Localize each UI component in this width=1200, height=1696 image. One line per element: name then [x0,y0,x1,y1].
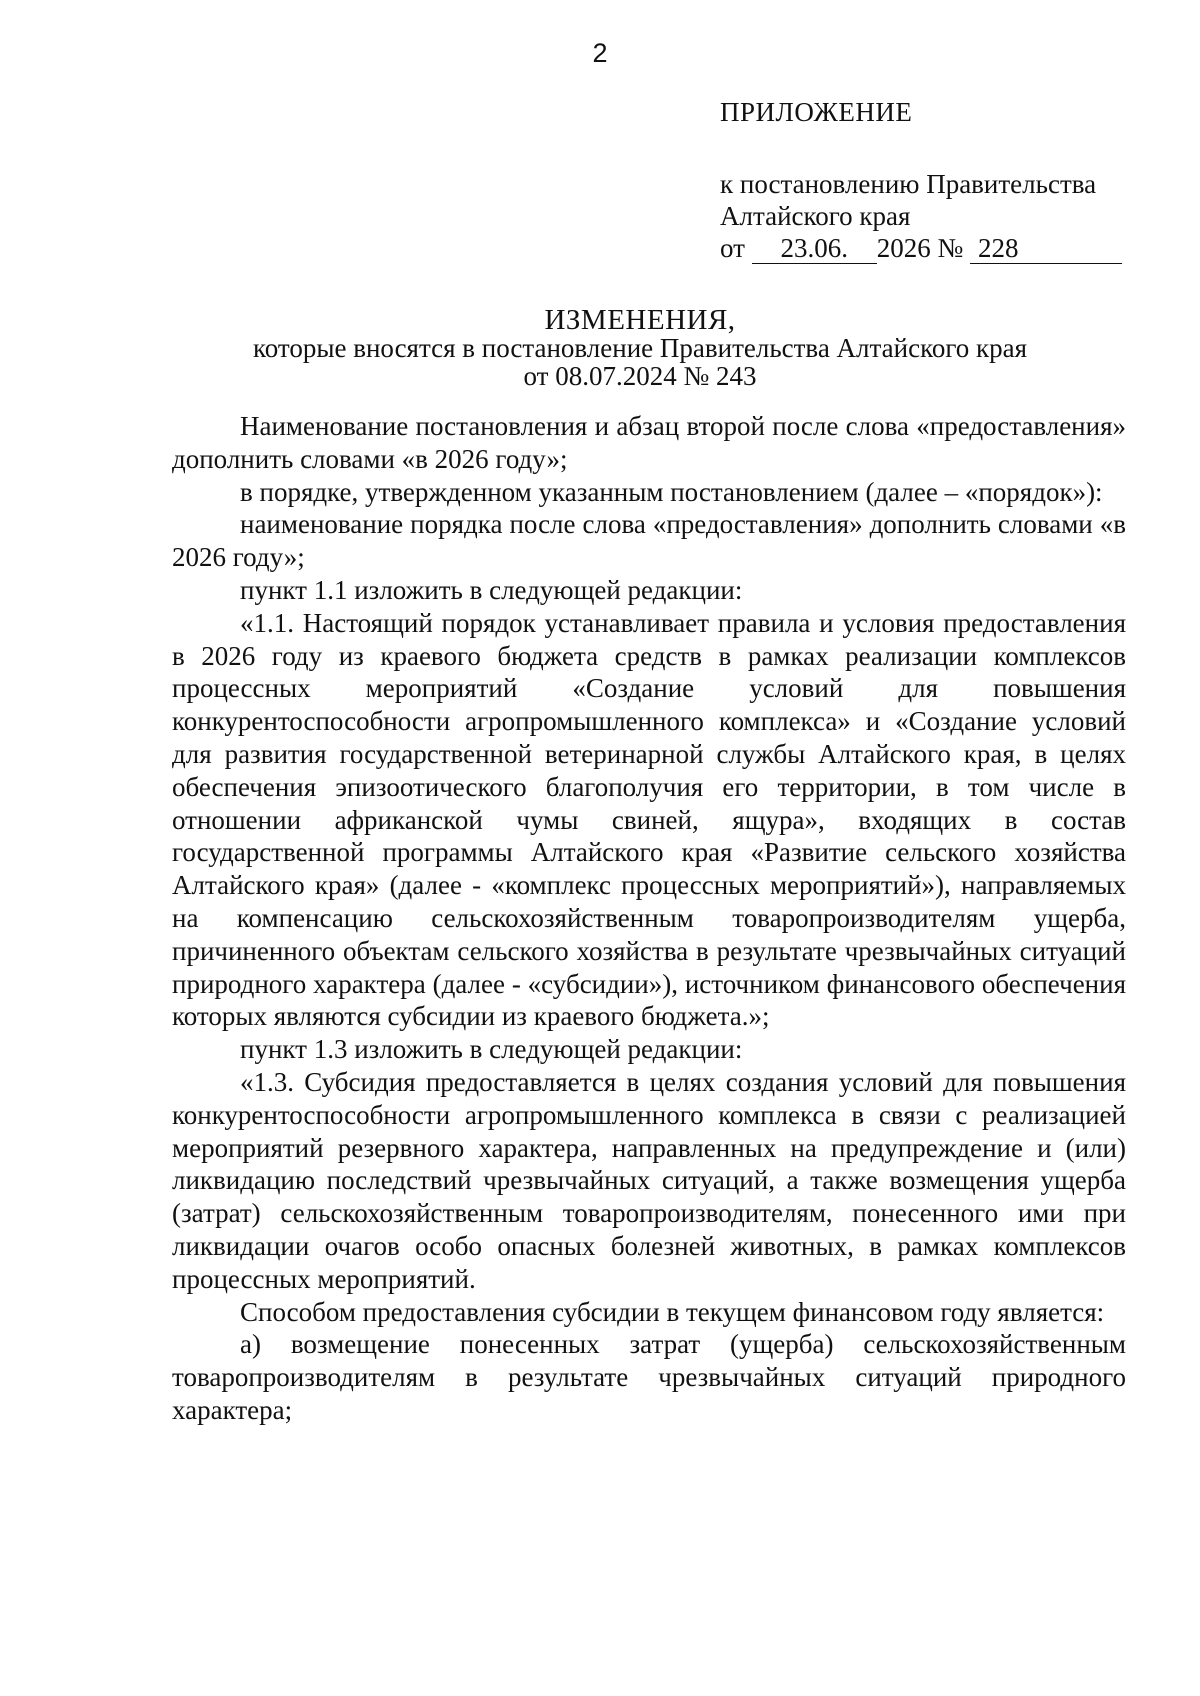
paragraph: Наименование постановления и абзац второй после слова «предоставления» дополнить словами «в 2026 году»; [172,411,1126,474]
number-sign: № [937,233,964,263]
document-body [172,410,1126,1427]
paragraph: Способом предоставления субсидии в текущем финансовом году является: [240,1296,1105,1327]
resolution-number: 228 [970,233,1122,264]
paragraph: пункт 1.1 изложить в следующей редакции: [240,574,743,605]
paragraph: «1.1. Настоящий порядок устанавливает правила и условия предоставления в 2026 году из краевого бюджета средств в рамках реализации комплексов процессных мероприятий «Создание условий для повышения конкурентоспособности агропромышленного комплекса» и «Создание условий для развития государственной ветеринарной службы Алтайского края, в целях обеспечения эпизоотического благополучия его территории, в том числе в отношении африканской чумы свиней, ящура», входящих в состав государственной программы Алтайского края «Развитие сельского хозяйства Алтайского края» (далее - «комплекс процессных мероприятий»), направляемых на компенсацию сельскохозяйственным товаропроизводителям ущерба, причиненного объектам сельского хозяйства в результате чрезвычайных ситуаций природного характера (далее - «субсидии»), источником финансового обеспечения которых являются субсидии из краевого бюджета.»; [172,607,1126,1032]
page-number: 2 [592,38,608,68]
document-reference: от 08.07.2024 № 243 [523,361,757,391]
attachment-date-line [720,232,1140,264]
attachment-line-2: Алтайского края [720,201,911,231]
resolution-year: 2026 [876,233,931,263]
attachment-heading: ПРИЛОЖЕНИЕ [720,97,913,127]
document-title-block [160,306,1120,390]
document-title: ИЗМЕНЕНИЯ, [544,304,736,336]
paragraph: «1.3. Субсидия предоставляется в целях создания условий для повышения конкурентоспособности агропромышленного комплекса в связи с реализацией мероприятий резервного характера, направленных на предупреждение и (или) ликвидацию последствий чрезвычайных ситуаций, а также возмещения ущерба (затрат) сельскохозяйственным товаропроизводителям, понесенного ими при ликвидации очагов особо опасных болезней животных, в рамках комплексов процессных мероприятий. [172,1066,1126,1294]
resolution-date: 23.06. [752,233,877,264]
paragraph: наименование порядка после слова «предоставления» дополнить словами «в 2026 году»; [172,509,1126,573]
attachment-block [720,96,1140,264]
date-prefix: от [720,233,745,263]
paragraph: в порядке, утвержденном указанным постановлением (далее – «порядок»): [240,476,1103,507]
document-subtitle: которые вносятся в постановление Правительства Алтайского края [252,333,1027,363]
paragraph: пункт 1.3 изложить в следующей редакции: [240,1034,743,1065]
paragraph: а) возмещение понесенных затрат (ущерба) сельскохозяйственным товаропроизводителям в результате чрезвычайных ситуаций природного характера; [172,1329,1126,1425]
attachment-line-1: к постановлению Правительства [720,169,1097,199]
